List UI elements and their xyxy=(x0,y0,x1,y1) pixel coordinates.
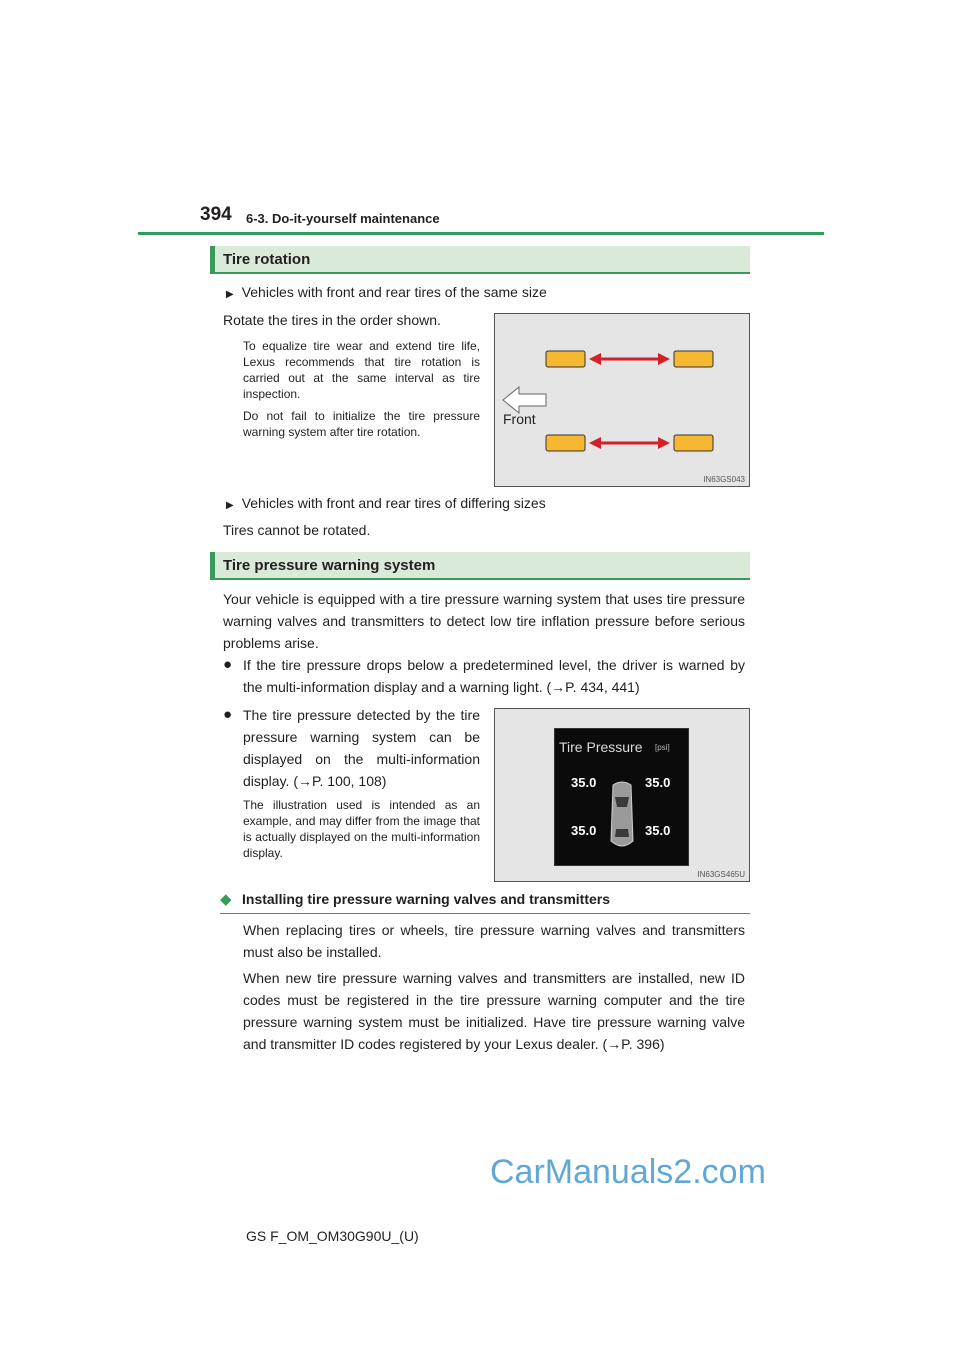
page-number: 394 xyxy=(200,204,232,225)
section-heading-text: Tire rotation xyxy=(223,251,311,268)
header-rule xyxy=(138,232,824,235)
tire-rotation-diagram xyxy=(495,314,749,486)
double-arrow-icon xyxy=(589,353,670,365)
pressure-front-right: 35.0 xyxy=(645,775,671,790)
case1-row xyxy=(226,281,547,306)
triangle-bullet-icon: ▶ xyxy=(226,500,234,511)
tire-front-right xyxy=(674,351,713,367)
section-heading-tire-rotation xyxy=(210,246,750,274)
tire-rotation-figure xyxy=(494,313,750,487)
tire-rear-right xyxy=(674,435,713,451)
display-unit: [psi] xyxy=(655,743,670,752)
tpws-bullet-2: The tire pressure detected by the tire pressure warning system can be displayed on the multi-information display. (→P. 100, 108) xyxy=(243,707,480,789)
watermark: CarManuals2.com xyxy=(490,1153,766,1191)
tpws-bullet-2-note: The illustration used is intended as an example, and may differ from the image that is actually displayed on the multi-information display. xyxy=(243,798,480,860)
case2-text: Tires cannot be rotated. xyxy=(223,522,371,538)
case2-row xyxy=(226,492,546,517)
bullet-icon: ● xyxy=(223,706,233,723)
double-arrow-icon xyxy=(589,437,670,449)
triangle-bullet-icon: ▶ xyxy=(226,289,234,300)
bullet-icon: ● xyxy=(223,656,233,673)
front-arrow-icon xyxy=(503,387,546,413)
footer-doc-code: GS F_OM_OM30G90U_(U) xyxy=(246,1228,419,1244)
multi-information-display xyxy=(554,728,689,866)
installing-para-2: When new tire pressure warning valves and transmitters are installed, new ID codes must be registered in the tire pressure warning computer and the tire pressure warning system must be initialized. Have tire pressure warning valve and transmitter ID codes registered by your Lexus dealer. (→P. 396) xyxy=(243,970,745,1052)
display-title: Tire Pressure xyxy=(559,739,643,755)
figure-code: IN63GS465U xyxy=(697,870,745,879)
tire-rear-left xyxy=(546,435,585,451)
installing-para-1: When replacing tires or wheels, tire pressure warning valves and transmitters must also be installed. xyxy=(243,922,745,960)
pressure-rear-left: 35.0 xyxy=(571,823,597,838)
pressure-rear-right: 35.0 xyxy=(645,823,671,838)
tire-front-left xyxy=(546,351,585,367)
figure-code: IN63GS043 xyxy=(703,475,745,484)
rotation-note-1: To equalize tire wear and extend tire life, Lexus recommends that tire rotation is carried out at the same interval as tire inspection. xyxy=(243,339,480,401)
tpws-bullet-1: If the tire pressure drops below a predetermined level, the driver is warned by the multi-information display and a warning light. (→P. 434, 441) xyxy=(243,657,745,695)
case2-label: Vehicles with front and rear tires of differing sizes xyxy=(241,495,546,511)
tpws-intro: Your vehicle is equipped with a tire pressure warning system that uses tire pressure warning valves and transmitters to detect low tire inflation pressure before serious problems arise. xyxy=(223,591,745,651)
front-label: Front xyxy=(503,411,536,427)
section-heading-tpws xyxy=(210,552,750,580)
subsection-heading-text: Installing tire pressure warning valves and transmitters xyxy=(242,891,611,907)
rotation-note-2: Do not fail to initialize the tire pressure warning system after tire rotation. xyxy=(243,409,480,439)
diamond-bullet-icon: ◆ xyxy=(220,891,232,908)
car-top-view-icon xyxy=(607,779,637,853)
chapter-title: 6-3. Do-it-yourself maintenance xyxy=(246,211,440,226)
pressure-front-left: 35.0 xyxy=(571,775,597,790)
subsection-heading-installing xyxy=(220,889,750,914)
tire-pressure-figure xyxy=(494,708,750,882)
section-heading-text: Tire pressure warning system xyxy=(223,557,436,574)
case1-label: Vehicles with front and rear tires of the same size xyxy=(241,284,547,300)
case1-text: Rotate the tires in the order shown. xyxy=(223,312,441,328)
